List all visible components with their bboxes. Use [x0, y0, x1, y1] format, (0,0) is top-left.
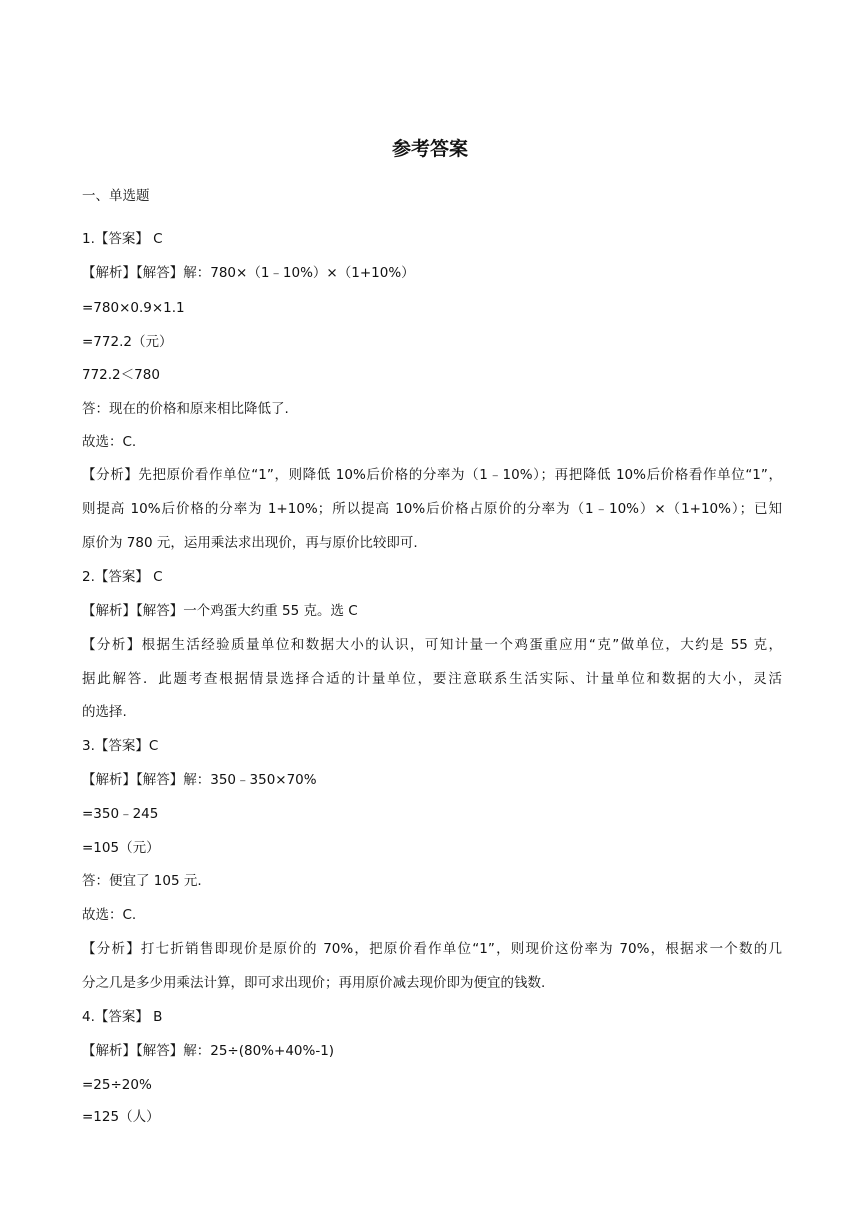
answer-2-analysis: 【分析】根据生活经验质量单位和数据大小的认识，可知计量一个鸡蛋重应用“克”做单位，大约是 55 克，	[82, 637, 782, 653]
answer-3-analysis: 【分析】打七折销售即现价是原价的 70%，把原价看作单位“1”，则现价这份率为 70%，根据求一个数的几	[82, 941, 782, 957]
answer-3-conclusion: 答：便宜了 105 元.	[82, 873, 202, 889]
answer-3-heading: 3.【答案】C	[82, 738, 159, 754]
answer-3-step: =105（元）	[82, 840, 160, 856]
answer-2-solution: 【解析】【解答】一个鸡蛋大约重 55 克。选 C	[82, 603, 358, 619]
answer-1-conclusion: 答：现在的价格和原来相比降低了.	[82, 401, 289, 417]
answer-1-analysis: 则提高 10%后价格的分率为 1+10%；所以提高 10%后价格占原价的分率为（1﹣10%）×（1+10%）；已知	[82, 501, 782, 517]
answer-3-step: =350﹣245	[82, 806, 159, 822]
page-title: 参考答案	[391, 138, 468, 160]
answer-4-heading: 4.【答案】 B	[82, 1009, 163, 1025]
answer-1-analysis: 原价为 780 元，运用乘法求出现价，再与原价比较即可.	[82, 535, 418, 551]
answer-2-analysis: 的选择.	[82, 704, 127, 720]
answer-3-analysis: 分之几是多少用乘法计算，即可求出现价；再用原价减去现价即为便宜的钱数.	[82, 975, 546, 991]
answer-4-step: =125（人）	[82, 1109, 160, 1125]
answer-1-heading: 1.【答案】 C	[82, 231, 163, 247]
answer-3-solution: 【解析】【解答】解：350﹣350×70%	[82, 772, 317, 788]
answer-1-analysis: 【分析】先把原价看作单位“1”，则降低 10%后价格的分率为（1﹣10%）；再把降低 10%后价格看作单位“1”，	[82, 467, 782, 483]
answer-2-analysis: 据此解答．此题考查根据情景选择合适的计量单位，要注意联系生活实际、计量单位和数据的大小，灵活	[82, 671, 782, 687]
answer-4-solution: 【解析】【解答】解：25÷(80%+40%-1)	[82, 1043, 335, 1059]
answer-1-step: 772.2＜780	[82, 367, 160, 383]
answer-1-step: =772.2（元）	[82, 334, 173, 350]
answer-4-step: =25÷20%	[82, 1077, 152, 1093]
answer-1-solution: 【解析】【解答】解：780×（1﹣10%）×（1+10%）	[82, 265, 415, 281]
section-heading: 一、单选题	[82, 188, 150, 204]
answer-2-heading: 2.【答案】 C	[82, 569, 163, 585]
answer-1-step: =780×0.9×1.1	[82, 300, 185, 316]
answer-3-choice: 故选：C.	[82, 907, 137, 923]
answer-1-choice: 故选：C.	[82, 434, 137, 450]
